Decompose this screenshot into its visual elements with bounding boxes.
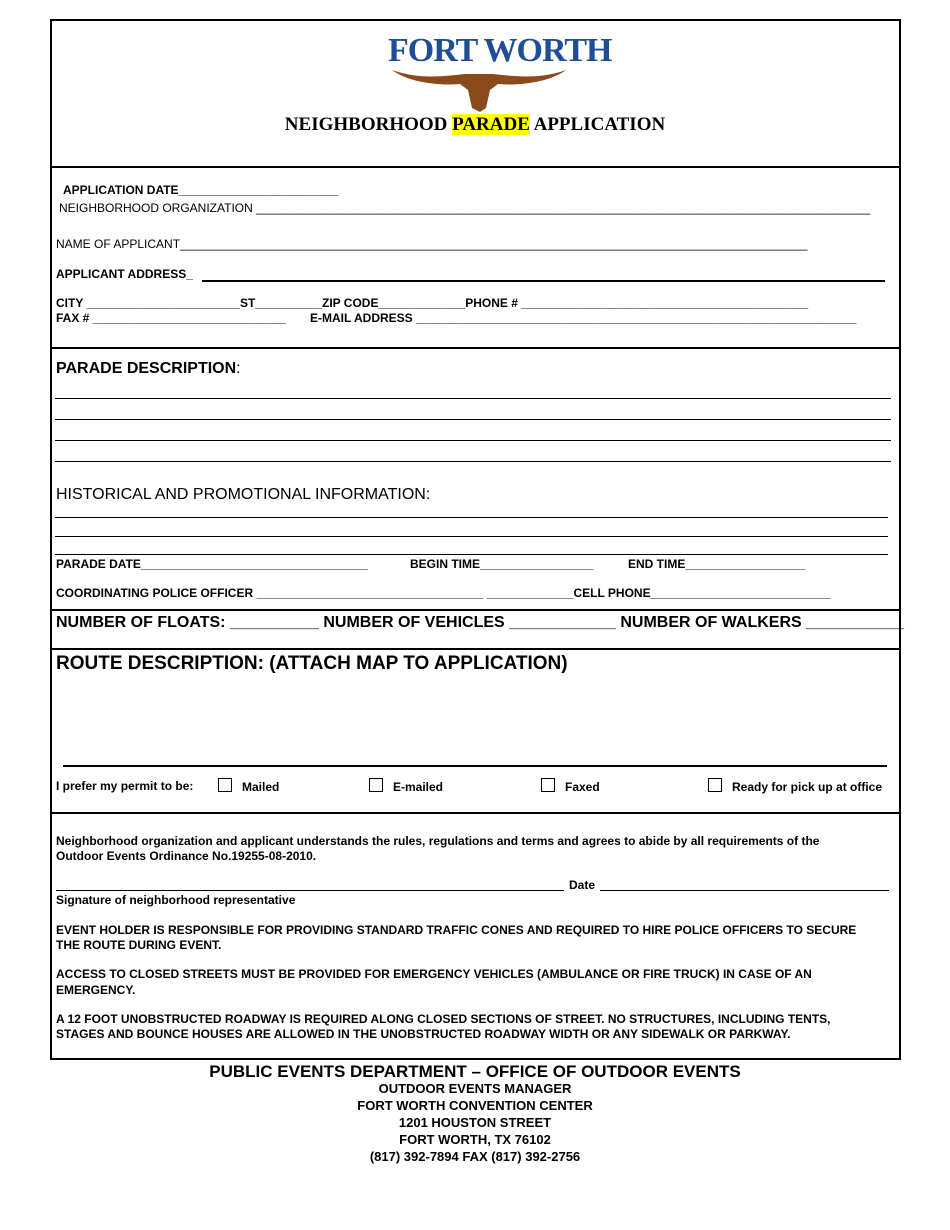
applicant-address-label: APPLICANT ADDRESS_ (56, 267, 193, 281)
notice-roadway-line2: STAGES AND BOUNCE HOUSES ARE ALLOWED IN THE UNOBSTRUCTED ROADWAY WIDTH OR ANY SIDEWALK OR PARKWAY. (56, 1027, 791, 1041)
divider-route (50, 812, 899, 814)
option-emailed[interactable]: E-mailed (369, 778, 443, 794)
divider-counts-bottom (50, 648, 899, 650)
date-line[interactable] (600, 890, 889, 891)
option-pickup[interactable]: Ready for pick up at office (708, 778, 882, 794)
parade-description-line-3[interactable] (55, 440, 891, 441)
emailed-checkbox[interactable] (369, 778, 383, 792)
historical-info-line-2[interactable] (55, 536, 888, 537)
historical-info-line-3[interactable] (55, 554, 888, 555)
signature-label: Signature of neighborhood representative (56, 893, 296, 907)
historical-info-label: HISTORICAL AND PROMOTIONAL INFORMATION: (56, 486, 431, 503)
email-field[interactable]: E-MAIL ADDRESS __________________________________________________________________ (310, 311, 857, 325)
applicant-address-line[interactable] (202, 280, 885, 282)
end-time-field[interactable]: END TIME__________________ (628, 557, 806, 571)
parade-description-label: PARADE DESCRIPTION: (56, 360, 241, 377)
footer-convention-center: FORT WORTH CONVENTION CENTER (357, 1098, 593, 1113)
notice-roadway-line1: A 12 FOOT UNOBSTRUCTED ROADWAY IS REQUIRED ALONG CLOSED SECTIONS OF STREET. NO STRUCTURES, INCLUDING TENTS, (56, 1012, 831, 1026)
application-date-field[interactable]: APPLICATION DATE________________________ (63, 183, 339, 197)
option-mailed[interactable]: Mailed (218, 778, 279, 794)
divider-header (50, 166, 899, 168)
footer-street: 1201 HOUSTON STREET (398, 1115, 552, 1130)
city-state-zip-phone-field[interactable]: CITY _______________________ST__________ZIP CODE_____________PHONE # ___________________________________________ (56, 296, 809, 310)
faxed-checkbox[interactable] (541, 778, 555, 792)
notice-emergency-access-line1: ACCESS TO CLOSED STREETS MUST BE PROVIDED FOR EMERGENCY VEHICLES (AMBULANCE OR FIRE TRUCK) IN CASE OF AN (56, 967, 812, 981)
applicant-name-field[interactable]: NAME OF APPLICANT______________________________________________________________________________________________ (56, 237, 808, 251)
historical-info-line-1[interactable] (55, 517, 888, 518)
title-highlight: PARADE (452, 114, 530, 135)
longhorn-logo-icon (390, 66, 568, 114)
form-title: NEIGHBORHOOD PARADE APPLICATION (284, 114, 666, 135)
neighborhood-organization-field[interactable]: NEIGHBORHOOD ORGANIZATION ____________________________________________________________________________________________ (59, 201, 871, 215)
pickup-checkbox[interactable] (708, 778, 722, 792)
divider-counts-top (50, 609, 899, 611)
footer-phone: (817) 392-7894 FAX (817) 392-2756 (369, 1149, 581, 1164)
permit-preference-label: I prefer my permit to be: (56, 779, 194, 793)
footer-city: FORT WORTH, TX 76102 (399, 1132, 551, 1147)
parade-description-line-4[interactable] (55, 461, 891, 462)
mailed-checkbox[interactable] (218, 778, 232, 792)
divider-applicant (50, 347, 899, 349)
logo-wordmark: FORT WORTH (388, 32, 612, 69)
route-description-title: ROUTE DESCRIPTION: (ATTACH MAP TO APPLICATION) (56, 653, 568, 674)
agreement-text-line1: Neighborhood organization and applicant understands the rules, regulations and terms and agrees to abide by all requirements of the (56, 834, 820, 848)
notice-traffic-cones-line2: THE ROUTE DURING EVENT. (56, 938, 222, 952)
date-label: Date (569, 878, 596, 892)
footer-manager: OUTDOOR EVENTS MANAGER (378, 1081, 572, 1096)
signature-line[interactable] (56, 890, 564, 891)
notice-emergency-access-line2: EMERGENCY. (56, 983, 136, 997)
agreement-text-line2: Outdoor Events Ordinance No.19255-08-2010. (56, 849, 317, 863)
option-faxed[interactable]: Faxed (541, 778, 600, 794)
notice-traffic-cones-line1: EVENT HOLDER IS RESPONSIBLE FOR PROVIDING STANDARD TRAFFIC CONES AND REQUIRED TO HIRE POLICE OFFICERS TO SECURE (56, 923, 857, 937)
police-officer-cell-field[interactable]: COORDINATING POLICE OFFICER __________________________________ _____________CELL PHONE___________________________ (56, 586, 831, 600)
parade-date-field[interactable]: PARADE DATE__________________________________ (56, 557, 368, 571)
begin-time-field[interactable]: BEGIN TIME_________________ (410, 557, 594, 571)
parade-description-line-1[interactable] (55, 398, 891, 399)
floats-vehicles-walkers-field[interactable]: NUMBER OF FLOATS: __________ NUMBER OF VEHICLES ____________ NUMBER OF WALKERS ___________ (56, 614, 905, 631)
fax-field[interactable]: FAX # _____________________________ (56, 311, 287, 325)
parade-description-line-2[interactable] (55, 419, 891, 420)
route-description-line[interactable] (63, 765, 887, 767)
footer-department: PUBLIC EVENTS DEPARTMENT – OFFICE OF OUTDOOR EVENTS (209, 1062, 741, 1081)
